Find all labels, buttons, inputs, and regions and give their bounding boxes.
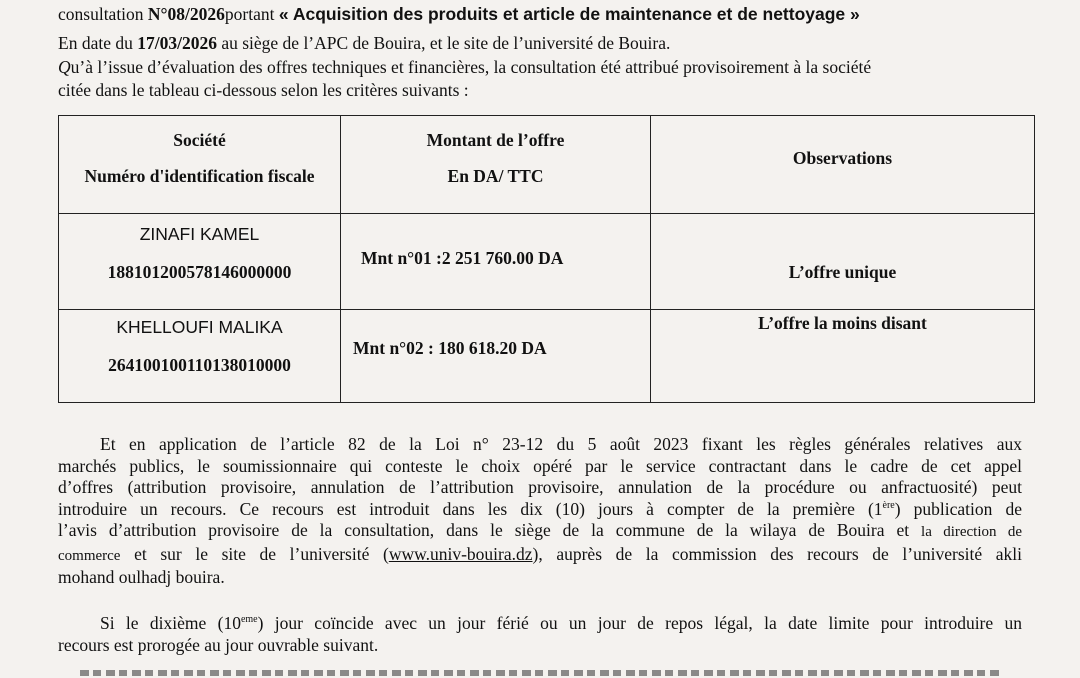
header-montant: Montant de l’offre [426,130,565,150]
company-name: ZINAFI KAMEL [139,224,260,244]
table-row [59,310,1035,403]
consultation-date: 17/03/2026 [137,33,217,53]
consultation-line: consultation N°08/2026portant « Acquisition des produits et article de maintenance et de nettoyage » [58,4,860,24]
header-observations: Observations [792,148,893,168]
table-row [59,214,1035,310]
company-nif: 264100100110138010000 [108,355,291,375]
date-line: En date du 17/03/2026 au siège de l’APC de Bouira, et le site de l’université de Bouira. [58,33,671,53]
header-cell-societe [59,116,341,214]
company-nif: 188101200578146000000 [107,262,292,282]
consultation-title: « Acquisition des produits et article de maintenance et de nettoyage » [278,4,860,24]
header-cell-montant [341,116,651,214]
header-nif: Numéro d'identification fiscale [84,166,315,186]
deadline-paragraph: Si le dixième (10eme) jour coïncide avec un jour férié ou un jour de repos légal, la date limite pour introduire un recours est prorogée au jour ouvrable suivant. [58,613,1022,655]
header-societe: Société [173,130,226,150]
university-website-link[interactable]: www.univ-bouira.dz [388,543,533,564]
table-header-row [59,116,1035,214]
attribution-table [58,115,1035,403]
offer-observation: L’offre unique [788,262,897,282]
company-name: KHELLOUFI MALIKA [116,317,283,337]
header-unit: En DA/ TTC [447,166,544,186]
offer-observation: L’offre la moins disant [758,313,927,333]
intro-line-2: citée dans le tableau ci-dessous selon les critères suivants : [58,80,469,100]
header-cell-observations [651,116,1035,214]
offer-amount: Mnt n°01 :2 251 760.00 DA [361,248,564,268]
intro-line-1: Qu’à l’issue d’évaluation des offres techniques et financières, la consultation été attribué provisoirement à la société [58,57,872,77]
cut-off-line [80,664,1000,678]
offer-amount: Mnt n°02 : 180 618.20 DA [353,338,547,358]
legal-paragraph: Et en application de l’article 82 de la Loi n° 23-12 du 5 août 2023 fixant les règles générales relatives aux marchés publics, le soumissionnaire qui conteste le choix opéré par le service contractant dans le cadre de cet appel d’offres (attribution provisoire, annulation de l’attribution provisoire, annulation de la procédure ou anfractuosité) peut introduire un recours. Ce recours est introduit dans les dix (10) jours à compter de la première (1ère) publication de l’avis d’attribution provisoire de la consultation, dans le siège de la commune de la wilaya de Bouira et la direction de commerce et sur le site de l’université (www.univ-bouira.dz), auprès de la commission des recours de l’université akli mohand oulhadj bouira. [58,434,1022,587]
consultation-number: N°08/2026 [147,4,225,24]
